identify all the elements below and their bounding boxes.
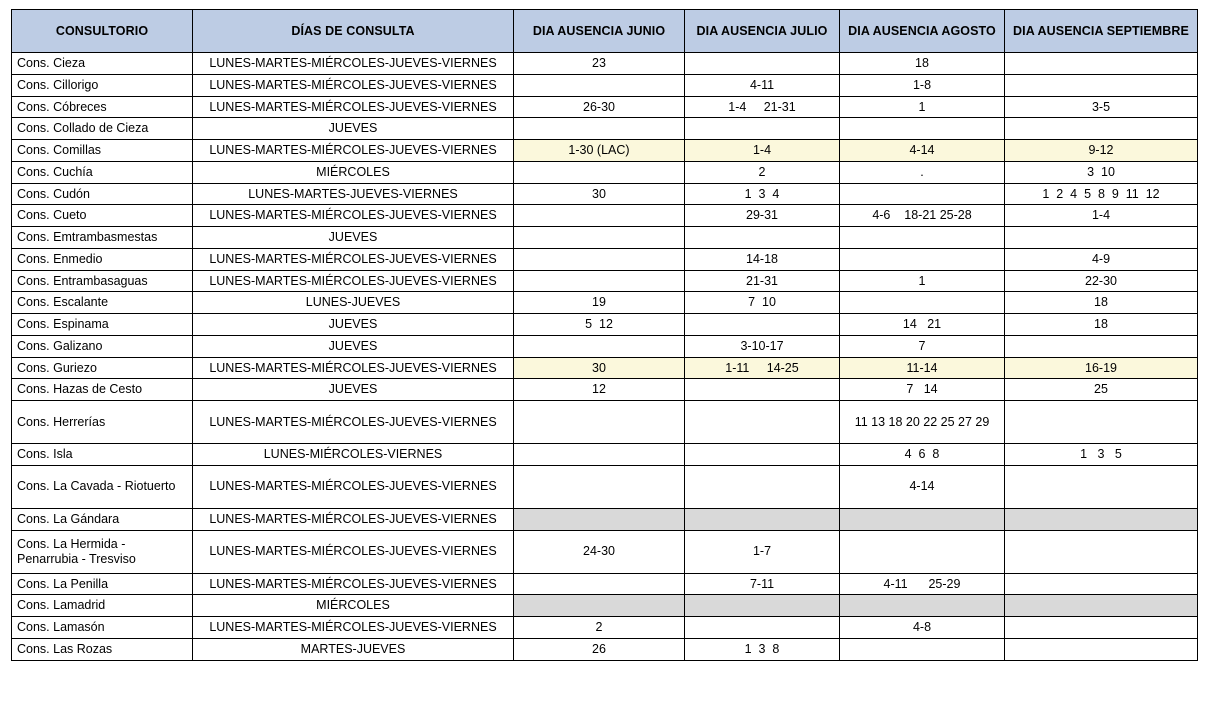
- table-row: [12, 617, 1198, 639]
- cell-dia-ausencia-junio[interactable]: 26-30: [514, 96, 685, 118]
- cell-dias-de-consulta[interactable]: LUNES-MARTES-MIÉRCOLES-JUEVES-VIERNES: [193, 617, 514, 639]
- cell-dia-ausencia-septiembre[interactable]: [1005, 573, 1198, 595]
- cell-consultorio[interactable]: Cons. Cillorigo: [12, 74, 193, 96]
- cell-dia-ausencia-agosto[interactable]: [840, 118, 1005, 140]
- cell-dia-ausencia-septiembre[interactable]: [1005, 617, 1198, 639]
- cell-dia-ausencia-julio[interactable]: [685, 465, 840, 508]
- cell-dia-ausencia-septiembre[interactable]: 25: [1005, 379, 1198, 401]
- cell-consultorio[interactable]: Cons. Comillas: [12, 140, 193, 162]
- cell-dia-ausencia-junio[interactable]: 5 12: [514, 314, 685, 336]
- cell-dias-de-consulta[interactable]: MIÉRCOLES: [193, 161, 514, 183]
- cell-dia-ausencia-septiembre[interactable]: [1005, 508, 1198, 530]
- cell-dia-ausencia-agosto[interactable]: 4 6 8: [840, 444, 1005, 466]
- cell-dia-ausencia-septiembre[interactable]: [1005, 227, 1198, 249]
- cell-dia-ausencia-julio[interactable]: [685, 53, 840, 75]
- cell-dias-de-consulta[interactable]: LUNES-MARTES-JUEVES-VIERNES: [193, 183, 514, 205]
- cell-consultorio[interactable]: Cons. Cudón: [12, 183, 193, 205]
- cell-dias-de-consulta[interactable]: LUNES-MIÉRCOLES-VIERNES: [193, 444, 514, 466]
- cell-dia-ausencia-junio[interactable]: 24-30: [514, 530, 685, 573]
- cell-consultorio[interactable]: Cons. La Penilla: [12, 573, 193, 595]
- cell-dia-ausencia-julio[interactable]: 1-4: [685, 140, 840, 162]
- cell-dia-ausencia-junio[interactable]: 26: [514, 638, 685, 660]
- cell-dia-ausencia-julio[interactable]: [685, 118, 840, 140]
- cell-dia-ausencia-agosto[interactable]: 1: [840, 96, 1005, 118]
- cell-dia-ausencia-agosto[interactable]: 4-11 25-29: [840, 573, 1005, 595]
- cell-consultorio[interactable]: Cons. Cueto: [12, 205, 193, 227]
- cell-dias-de-consulta[interactable]: LUNES-MARTES-MIÉRCOLES-JUEVES-VIERNES: [193, 205, 514, 227]
- cell-consultorio[interactable]: Cons. Lamasón: [12, 617, 193, 639]
- cell-dia-ausencia-julio[interactable]: [685, 508, 840, 530]
- cell-dia-ausencia-septiembre[interactable]: 1 2 4 5 8 9 11 12: [1005, 183, 1198, 205]
- cell-consultorio[interactable]: Cons. Entrambasaguas: [12, 270, 193, 292]
- cell-dia-ausencia-septiembre[interactable]: [1005, 465, 1198, 508]
- cell-dia-ausencia-julio[interactable]: 2: [685, 161, 840, 183]
- cell-consultorio[interactable]: Cons. Espinama: [12, 314, 193, 336]
- table-row: [12, 357, 1198, 379]
- cell-dias-de-consulta[interactable]: LUNES-MARTES-MIÉRCOLES-JUEVES-VIERNES: [193, 74, 514, 96]
- cell-dia-ausencia-agosto[interactable]: 18: [840, 53, 1005, 75]
- cell-dia-ausencia-julio[interactable]: [685, 617, 840, 639]
- table-row: [12, 530, 1198, 573]
- cell-consultorio[interactable]: Cons. Isla: [12, 444, 193, 466]
- cell-dias-de-consulta[interactable]: LUNES-MARTES-MIÉRCOLES-JUEVES-VIERNES: [193, 465, 514, 508]
- table-header: [12, 10, 1198, 53]
- cell-dia-ausencia-septiembre[interactable]: 18: [1005, 314, 1198, 336]
- cell-dia-ausencia-septiembre[interactable]: [1005, 53, 1198, 75]
- cell-dia-ausencia-septiembre[interactable]: 22-30: [1005, 270, 1198, 292]
- table-row: [12, 508, 1198, 530]
- cell-consultorio[interactable]: Cons. Las Rozas: [12, 638, 193, 660]
- cell-dia-ausencia-septiembre[interactable]: 3 10: [1005, 161, 1198, 183]
- cell-dia-ausencia-julio[interactable]: 29-31: [685, 205, 840, 227]
- cell-dia-ausencia-junio[interactable]: [514, 227, 685, 249]
- cell-dia-ausencia-septiembre[interactable]: 18: [1005, 292, 1198, 314]
- table-row: [12, 444, 1198, 466]
- table-row: [12, 595, 1198, 617]
- cell-dia-ausencia-agosto[interactable]: 4-14: [840, 140, 1005, 162]
- cell-dia-ausencia-junio[interactable]: [514, 118, 685, 140]
- cell-dia-ausencia-junio[interactable]: 1-30 (LAC): [514, 140, 685, 162]
- cell-consultorio[interactable]: Cons. Cieza: [12, 53, 193, 75]
- cell-dia-ausencia-julio[interactable]: 1-4 21-31: [685, 96, 840, 118]
- column-header-dia-ausencia-septiembre: DIA AUSENCIA SEPTIEMBRE: [1005, 10, 1198, 53]
- cell-consultorio[interactable]: Cons. La Cavada - Riotuerto: [12, 465, 193, 508]
- table-row: [12, 573, 1198, 595]
- cell-dia-ausencia-julio[interactable]: [685, 595, 840, 617]
- cell-dia-ausencia-septiembre[interactable]: [1005, 118, 1198, 140]
- cell-dia-ausencia-junio[interactable]: 30: [514, 357, 685, 379]
- cell-dia-ausencia-junio[interactable]: [514, 465, 685, 508]
- cell-dia-ausencia-septiembre[interactable]: [1005, 638, 1198, 660]
- cell-dias-de-consulta[interactable]: JUEVES: [193, 118, 514, 140]
- cell-consultorio[interactable]: Cons. La Hermida - Penarrubia - Tresviso: [12, 530, 193, 573]
- cell-dia-ausencia-julio[interactable]: 7-11: [685, 573, 840, 595]
- table-row: [12, 183, 1198, 205]
- cell-dia-ausencia-agosto[interactable]: 4-6 18-21 25-28: [840, 205, 1005, 227]
- cell-dia-ausencia-junio[interactable]: 30: [514, 183, 685, 205]
- cell-dia-ausencia-junio[interactable]: [514, 595, 685, 617]
- cell-dia-ausencia-agosto[interactable]: 7: [840, 335, 1005, 357]
- cell-dia-ausencia-agosto[interactable]: [840, 227, 1005, 249]
- cell-dia-ausencia-agosto[interactable]: 1: [840, 270, 1005, 292]
- cell-dias-de-consulta[interactable]: JUEVES: [193, 335, 514, 357]
- cell-dia-ausencia-junio[interactable]: 19: [514, 292, 685, 314]
- cell-consultorio[interactable]: Cons. Guriezo: [12, 357, 193, 379]
- cell-dia-ausencia-junio[interactable]: [514, 248, 685, 270]
- cell-consultorio[interactable]: Cons. Escalante: [12, 292, 193, 314]
- table-body: [12, 53, 1198, 661]
- table-row: [12, 314, 1198, 336]
- table-row: [12, 638, 1198, 660]
- cell-consultorio[interactable]: Cons. Herrerías: [12, 401, 193, 444]
- cell-consultorio[interactable]: Cons. La Gándara: [12, 508, 193, 530]
- cell-consultorio[interactable]: Cons. Emtrambasmestas: [12, 227, 193, 249]
- cell-dia-ausencia-agosto[interactable]: [840, 183, 1005, 205]
- cell-dia-ausencia-junio[interactable]: [514, 508, 685, 530]
- table-row: [12, 270, 1198, 292]
- cell-dias-de-consulta[interactable]: LUNES-MARTES-MIÉRCOLES-JUEVES-VIERNES: [193, 401, 514, 444]
- column-header-dia-ausencia-junio: DIA AUSENCIA JUNIO: [514, 10, 685, 53]
- table-row: [12, 227, 1198, 249]
- cell-dia-ausencia-septiembre[interactable]: [1005, 595, 1198, 617]
- table-row: [12, 74, 1198, 96]
- table-row: [12, 53, 1198, 75]
- table-header-row: [12, 10, 1198, 53]
- cell-consultorio[interactable]: Cons. Galizano: [12, 335, 193, 357]
- cell-dia-ausencia-julio[interactable]: [685, 401, 840, 444]
- cell-dias-de-consulta[interactable]: LUNES-MARTES-MIÉRCOLES-JUEVES-VIERNES: [193, 96, 514, 118]
- table-row: [12, 248, 1198, 270]
- column-header-dia-ausencia-agosto: DIA AUSENCIA AGOSTO: [840, 10, 1005, 53]
- cell-consultorio[interactable]: Cons. Cuchía: [12, 161, 193, 183]
- cell-dias-de-consulta[interactable]: MIÉRCOLES: [193, 595, 514, 617]
- table-row: [12, 465, 1198, 508]
- cell-dia-ausencia-junio[interactable]: [514, 573, 685, 595]
- cell-dia-ausencia-julio[interactable]: [685, 379, 840, 401]
- cell-dia-ausencia-julio[interactable]: 3-10-17: [685, 335, 840, 357]
- cell-dia-ausencia-septiembre[interactable]: 1-4: [1005, 205, 1198, 227]
- cell-consultorio[interactable]: Cons. Collado de Cieza: [12, 118, 193, 140]
- cell-dias-de-consulta[interactable]: LUNES-MARTES-MIÉRCOLES-JUEVES-VIERNES: [193, 357, 514, 379]
- cell-dia-ausencia-agosto[interactable]: 7 14: [840, 379, 1005, 401]
- cell-dia-ausencia-junio[interactable]: [514, 74, 685, 96]
- cell-dia-ausencia-septiembre[interactable]: [1005, 530, 1198, 573]
- cell-dia-ausencia-agosto[interactable]: [840, 508, 1005, 530]
- cell-dia-ausencia-julio[interactable]: [685, 314, 840, 336]
- absence-schedule-table: [11, 9, 1198, 661]
- cell-dia-ausencia-agosto[interactable]: 4-14: [840, 465, 1005, 508]
- cell-dia-ausencia-julio[interactable]: 1 3 4: [685, 183, 840, 205]
- column-header-dias-de-consulta: DÍAS DE CONSULTA: [193, 10, 514, 53]
- cell-consultorio[interactable]: Cons. Hazas de Cesto: [12, 379, 193, 401]
- cell-dia-ausencia-julio[interactable]: [685, 227, 840, 249]
- cell-dia-ausencia-julio[interactable]: 1 3 8: [685, 638, 840, 660]
- cell-dia-ausencia-junio[interactable]: 12: [514, 379, 685, 401]
- cell-dia-ausencia-junio[interactable]: [514, 401, 685, 444]
- cell-dia-ausencia-septiembre[interactable]: [1005, 335, 1198, 357]
- cell-dias-de-consulta[interactable]: LUNES-MARTES-MIÉRCOLES-JUEVES-VIERNES: [193, 248, 514, 270]
- cell-dia-ausencia-septiembre[interactable]: [1005, 74, 1198, 96]
- table-row: [12, 140, 1198, 162]
- cell-dias-de-consulta[interactable]: MARTES-JUEVES: [193, 638, 514, 660]
- cell-dia-ausencia-agosto[interactable]: [840, 248, 1005, 270]
- cell-consultorio[interactable]: Cons. Enmedio: [12, 248, 193, 270]
- table-row: [12, 292, 1198, 314]
- cell-dia-ausencia-junio[interactable]: [514, 335, 685, 357]
- cell-dias-de-consulta[interactable]: JUEVES: [193, 379, 514, 401]
- cell-dias-de-consulta[interactable]: JUEVES: [193, 314, 514, 336]
- cell-dia-ausencia-junio[interactable]: [514, 205, 685, 227]
- cell-dias-de-consulta[interactable]: LUNES-MARTES-MIÉRCOLES-JUEVES-VIERNES: [193, 53, 514, 75]
- table-row: [12, 335, 1198, 357]
- cell-dia-ausencia-agosto[interactable]: .: [840, 161, 1005, 183]
- cell-dia-ausencia-julio[interactable]: 7 10: [685, 292, 840, 314]
- cell-dias-de-consulta[interactable]: LUNES-MARTES-MIÉRCOLES-JUEVES-VIERNES: [193, 270, 514, 292]
- cell-dia-ausencia-septiembre[interactable]: 3-5: [1005, 96, 1198, 118]
- cell-dia-ausencia-septiembre[interactable]: 16-19: [1005, 357, 1198, 379]
- table-row: [12, 96, 1198, 118]
- cell-dia-ausencia-julio[interactable]: 21-31: [685, 270, 840, 292]
- cell-dia-ausencia-agosto[interactable]: [840, 292, 1005, 314]
- cell-dia-ausencia-julio[interactable]: [685, 444, 840, 466]
- cell-dia-ausencia-agosto[interactable]: [840, 595, 1005, 617]
- cell-dia-ausencia-septiembre[interactable]: 1 3 5: [1005, 444, 1198, 466]
- cell-dia-ausencia-septiembre[interactable]: [1005, 401, 1198, 444]
- column-header-dia-ausencia-julio: DIA AUSENCIA JULIO: [685, 10, 840, 53]
- cell-dia-ausencia-septiembre[interactable]: 4-9: [1005, 248, 1198, 270]
- cell-dia-ausencia-agosto[interactable]: 1-8: [840, 74, 1005, 96]
- cell-dia-ausencia-junio[interactable]: [514, 270, 685, 292]
- cell-dia-ausencia-agosto[interactable]: 11 13 18 20 22 25 27 29: [840, 401, 1005, 444]
- cell-dia-ausencia-agosto[interactable]: [840, 530, 1005, 573]
- cell-consultorio[interactable]: Cons. Lamadrid: [12, 595, 193, 617]
- cell-dias-de-consulta[interactable]: JUEVES: [193, 227, 514, 249]
- cell-dia-ausencia-junio[interactable]: 23: [514, 53, 685, 75]
- cell-dia-ausencia-junio[interactable]: 2: [514, 617, 685, 639]
- cell-dia-ausencia-junio[interactable]: [514, 161, 685, 183]
- cell-dia-ausencia-julio[interactable]: 1-7: [685, 530, 840, 573]
- cell-dia-ausencia-junio[interactable]: [514, 444, 685, 466]
- cell-dia-ausencia-agosto[interactable]: 4-8: [840, 617, 1005, 639]
- cell-dia-ausencia-julio[interactable]: 4-11: [685, 74, 840, 96]
- cell-dias-de-consulta[interactable]: LUNES-MARTES-MIÉRCOLES-JUEVES-VIERNES: [193, 530, 514, 573]
- cell-dias-de-consulta[interactable]: LUNES-MARTES-MIÉRCOLES-JUEVES-VIERNES: [193, 140, 514, 162]
- cell-dias-de-consulta[interactable]: LUNES-JUEVES: [193, 292, 514, 314]
- cell-dia-ausencia-agosto[interactable]: [840, 638, 1005, 660]
- table-row: [12, 379, 1198, 401]
- cell-dia-ausencia-julio[interactable]: 14-18: [685, 248, 840, 270]
- cell-dias-de-consulta[interactable]: LUNES-MARTES-MIÉRCOLES-JUEVES-VIERNES: [193, 508, 514, 530]
- table-row: [12, 118, 1198, 140]
- table-row: [12, 161, 1198, 183]
- cell-dia-ausencia-agosto[interactable]: 11-14: [840, 357, 1005, 379]
- table-row: [12, 205, 1198, 227]
- cell-consultorio[interactable]: Cons. Cóbreces: [12, 96, 193, 118]
- cell-dias-de-consulta[interactable]: LUNES-MARTES-MIÉRCOLES-JUEVES-VIERNES: [193, 573, 514, 595]
- cell-dia-ausencia-septiembre[interactable]: 9-12: [1005, 140, 1198, 162]
- cell-dia-ausencia-julio[interactable]: 1-11 14-25: [685, 357, 840, 379]
- table-row: [12, 401, 1198, 444]
- column-header-consultorio: CONSULTORIO: [12, 10, 193, 53]
- cell-dia-ausencia-agosto[interactable]: 14 21: [840, 314, 1005, 336]
